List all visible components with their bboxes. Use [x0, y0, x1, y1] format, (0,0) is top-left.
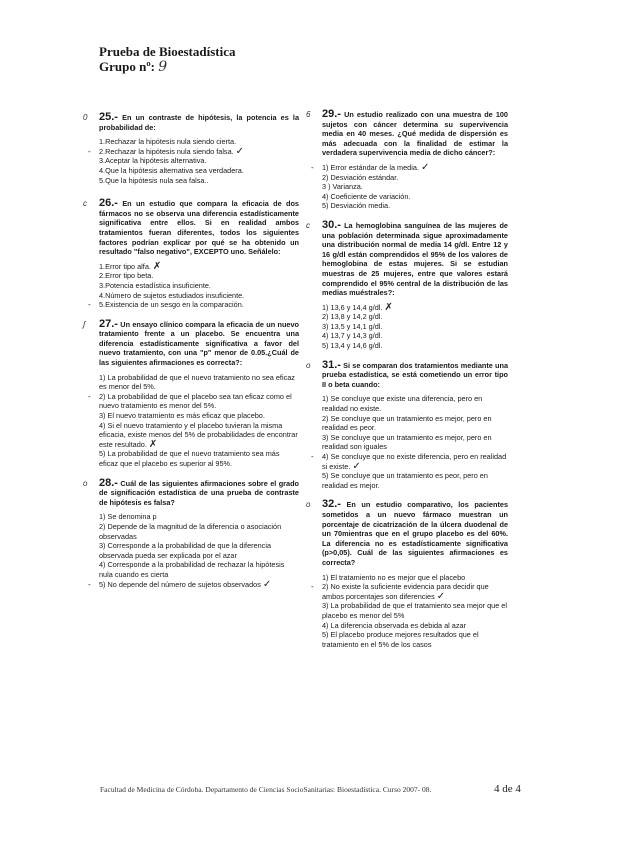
answer-option: [311, 582, 508, 602]
answer-option: [88, 145, 299, 157]
answer-option: [322, 331, 508, 341]
handwritten-margin-mark: o: [306, 360, 311, 370]
handwritten-dash-mark: -: [88, 146, 91, 156]
answer-option: [99, 411, 299, 421]
answer-option: [322, 414, 508, 433]
option-text: 5.Existencia de un sesgo en la comparación.: [99, 300, 244, 310]
option-text: 4) Coeficiente de variación.: [322, 191, 411, 201]
option-text: 3) Se concluye que un tratamiento es mejor, pero en realidad son iguales: [322, 432, 492, 452]
answer-option: [99, 166, 299, 176]
option-text: 2) 13,8 y 14,2 g/dl.: [322, 312, 383, 322]
option-text: 3) 13,5 y 14,1 g/dl.: [322, 321, 383, 331]
answer-option: [99, 512, 299, 522]
question-number: 31.-: [322, 358, 341, 371]
question-text: Un estudio realizado con una muestra de 100 sujetos con cáncer determina su supervivencia media en 40 meses. ¿Qué medida de dispersión es más adecuada con la finalidad de estimar la verdadera supervivencia media de dicho cáncer?:: [322, 110, 508, 158]
question-text: En un estudio comparativo, los pacientes sometidos a un nuevo fármaco muestran un porcentaje de cicatrización de la úlcera duodenal de un 70mientras que en el grupo placebo es del 60%. La diferencia no es estadísticamente significativa (p>0,05). Cuál de las siguientes afirmaciones es correcta?: [322, 500, 508, 567]
question-30: [306, 218, 508, 351]
option-text: 5.Que la hipótesis nula sea falsa..: [99, 175, 209, 185]
option-text: 4.Que la hipótesis alternativa sea verdadera.: [99, 165, 244, 175]
option-text: 5) Desviación media.: [322, 201, 391, 211]
handwritten-margin-mark: 6: [306, 110, 311, 119]
question-stem: [99, 199, 299, 257]
answer-option: [322, 201, 508, 211]
question-27: [83, 317, 300, 469]
question-29: [306, 108, 508, 211]
option-text: 4) Corresponde a la probabilidad de rechazar la hipótesis nula cuando es cierta: [99, 560, 285, 579]
option-text: 1.Rechazar la hipótesis nula siendo cierta.: [99, 137, 237, 147]
answer-option: [99, 421, 299, 450]
question-25: [83, 111, 299, 185]
answer-option: [322, 471, 508, 490]
answer-option: [99, 291, 299, 301]
answer-option: [322, 394, 508, 413]
question-text: La hemoglobina sanguínea de las mujeres de una población determinada sigue aproximadamente una distribución normal de media 14 g/dl. Entre 12 y 16 g/dl están comprendidos el 95% de los valores de hemoglobina de estas mujeres. Si se estudian muestras de 25 mujeres, entre que valores estará comprendido el 95% central de la distribución de las medias muéstrales?:: [322, 220, 508, 298]
option-text: 5) No depende del número de sujetos observados: [99, 579, 261, 589]
question-26: [83, 197, 299, 310]
handwritten-margin-mark: c: [83, 199, 87, 209]
option-text: 2.Rechazar la hipótesis nula siendo falsa.: [99, 146, 234, 156]
question-stem: [322, 358, 508, 390]
question-number: 30.-: [322, 218, 341, 231]
question-number: 29.-: [322, 108, 341, 120]
answer-option: [99, 373, 299, 392]
answer-option: [322, 303, 508, 313]
option-text: 1.Error tipo alfa.: [99, 261, 151, 271]
handwritten-dash-mark: -: [311, 162, 314, 172]
answer-option: [99, 522, 299, 541]
answer-option: [99, 156, 299, 166]
question-stem: [322, 110, 508, 158]
answer-options: [88, 372, 299, 469]
question-number: 27.-: [99, 317, 118, 330]
answer-options: [88, 137, 299, 185]
answer-option: [322, 312, 508, 322]
question-stem: [99, 113, 299, 132]
option-text: 1) 13,6 y 14,4 g/dl.: [322, 302, 383, 312]
handwritten-check-mark: ✗: [384, 301, 393, 313]
answer-option: [322, 621, 508, 631]
answer-option: [99, 449, 299, 468]
left-column: [83, 111, 300, 599]
handwritten-dash-mark: -: [311, 452, 314, 461]
answer-options: [311, 161, 508, 211]
exam-title: Prueba de Bioestadística: [99, 44, 236, 59]
handwritten-check-mark: ✗: [152, 260, 162, 272]
option-text: 2) La probabilidad de que el placebo sea tan eficaz como el nuevo tratamiento es menor del 5%.: [99, 391, 292, 411]
handwritten-margin-mark: 0: [83, 113, 88, 122]
question-stem: [99, 317, 300, 368]
option-text: 3) Corresponde a la probabilidad de que la diferencia observada pueda ser explicada por el azar: [99, 541, 271, 560]
question-stem: [99, 476, 299, 508]
handwritten-check-mark: ✓: [235, 145, 245, 157]
option-text: 2) Depende de la magnitud de la diferencia o asociación observadas: [99, 521, 282, 541]
answer-option: [88, 391, 299, 411]
answer-option: [322, 173, 508, 183]
page-number: 4 de 4: [494, 783, 521, 795]
option-text: 3 ) Varianza.: [322, 182, 363, 192]
handwritten-dash-mark: -: [88, 391, 91, 401]
question-text: En un contraste de hipótesis, la potencia es la probabilidad de:: [99, 113, 299, 132]
question-text: Si se comparan dos tratamientos mediante una prueba estadística, se está cometiendo un error tipo II o beta cuando:: [322, 360, 508, 389]
handwritten-check-mark: ✗: [148, 438, 158, 450]
handwritten-margin-mark: o: [306, 500, 311, 510]
question-text: Cuál de las siguientes afirmaciones sobre el grado de significación estadística de una prueba de contraste de hipótesis es falsa?: [99, 478, 299, 507]
question-number: 26.-: [99, 197, 118, 210]
question-number: 25.-: [99, 111, 118, 123]
answer-options: [311, 572, 508, 650]
handwritten-check-mark: ✓: [262, 578, 272, 590]
answer-options: [88, 260, 299, 310]
option-text: 5) El placebo produce mejores resultados que el tratamiento en el 5% de los casos: [322, 630, 479, 649]
question-stem: [322, 218, 508, 298]
answer-option: [322, 322, 508, 332]
option-text: 5) La probabilidad de que el nuevo tratamiento sea más eficaz que el placebo es superior al 95%.: [99, 449, 280, 468]
question-text: En un estudio que compara la eficacia de dos fármacos no se observa una diferencia estadísticamente significativa entre ellos. Si en realidad ambos tratamientos fueran diferentes, todos los siguientes factores podrían explicar por qué se ha obtenido un resultado "falso negativo", EXCEPTO uno. Señálelo:: [99, 199, 299, 257]
handwritten-dash-mark: -: [88, 579, 91, 589]
handwritten-check-mark: ✓: [352, 460, 361, 472]
answer-options: [88, 512, 299, 590]
answer-option: [99, 560, 299, 579]
question-32: [306, 498, 508, 649]
answer-option: [99, 137, 299, 147]
answer-option: [322, 573, 508, 583]
question-28: [83, 476, 299, 590]
handwritten-dash-mark: -: [88, 300, 91, 310]
answer-options: [322, 303, 508, 351]
option-text: 1) Se concluye que existe una diferencia, pero en realidad no existe.: [322, 394, 483, 414]
option-text: 2) Se concluye que un tratamiento es mejor, pero en realidad es peor.: [322, 413, 492, 433]
option-text: 1) La probabilidad de que el nuevo tratamiento no sea eficaz es menor del 5%.: [99, 372, 295, 392]
option-text: 2.Error tipo beta.: [99, 271, 154, 281]
option-text: 5) 13,4 y 14,6 g/dl.: [322, 341, 383, 351]
option-text: 1) Se denomina p: [99, 512, 157, 522]
question-number: 28.-: [99, 476, 118, 489]
handwritten-check-mark: ✓: [436, 590, 446, 602]
option-text: 3) El nuevo tratamiento es más eficaz que placebo.: [99, 411, 265, 421]
answer-option: [322, 601, 508, 620]
answer-option: [88, 300, 299, 310]
answer-option: [88, 578, 299, 590]
option-text: 3) La probabilidad de que el tratamiento sea mejor que el placebo es menor del 5%: [322, 601, 507, 620]
question-stem: [322, 500, 508, 567]
footer-text: Facultad de Medicina de Córdoba. Departamento de Ciencias SocioSanitarias: Bioestadística. Curso 2007- 08.: [100, 785, 432, 794]
option-text: 4) Si el nuevo tratamiento y el placebo tuvieran la misma eficacia, existe menos del 5% de probabilidades de encontrar este resultado.: [99, 420, 298, 449]
right-column: [306, 108, 508, 659]
group-number-handwritten: 9: [158, 59, 168, 75]
option-text: 3.Aceptar la hipótesis alternativa.: [99, 156, 207, 166]
option-text: 3.Potencia estadística insuficiente.: [99, 280, 211, 290]
handwritten-check-mark: ✓: [420, 161, 430, 173]
handwritten-margin-mark: o: [83, 478, 88, 488]
option-text: 5) Se concluye que un tratamiento es peor, pero en realidad es mejor.: [322, 471, 488, 490]
answer-option: [99, 281, 299, 291]
group-line: [99, 59, 167, 75]
handwritten-margin-mark: ʃ: [83, 319, 86, 329]
option-text: 2) Desviación estándar.: [322, 172, 399, 182]
answer-option: [322, 341, 508, 351]
answer-option: [322, 630, 508, 649]
answer-option: [99, 176, 299, 186]
question-number: 32.-: [322, 498, 341, 511]
answer-option: [99, 262, 299, 272]
handwritten-margin-mark: c: [306, 220, 310, 230]
answer-option: [311, 452, 508, 472]
answer-option: [99, 541, 299, 560]
option-text: 4) Se concluye que no existe diferencia, pero en realidad si existe.: [322, 452, 507, 471]
option-text: 4.Número de sujetos estudiados insuficiente.: [99, 290, 245, 300]
handwritten-dash-mark: -: [311, 582, 314, 592]
answer-options: [311, 394, 508, 490]
answer-option: [99, 271, 299, 281]
option-text: 1) El tratamiento no es mejor que el placebo: [322, 572, 466, 582]
option-text: 2) No existe la suficiente evidencia para decidir que ambos porcentajes son diferencies: [322, 582, 489, 601]
answer-option: [322, 182, 508, 192]
option-text: 1) Error estándar de la media.: [322, 162, 419, 172]
group-label: Grupo nº:: [99, 59, 155, 74]
option-text: 4) La diferencia observada es debida al azar: [322, 620, 467, 630]
option-text: 4) 13,7 y 14,3 g/dl.: [322, 331, 383, 341]
answer-option: [311, 161, 508, 173]
answer-option: [322, 192, 508, 202]
question-text: Un ensayo clínico compara la eficacia de un nuevo tratamiento frente a un placebo. Se encuentra una diferencia estadísticamente significativa a favor del nuevo tratamiento, con una "p" menor de 0.05.¿Cuál de las siguientes afirmaciones es correcta?:: [99, 319, 300, 368]
question-31: [306, 358, 508, 491]
answer-option: [322, 433, 508, 452]
